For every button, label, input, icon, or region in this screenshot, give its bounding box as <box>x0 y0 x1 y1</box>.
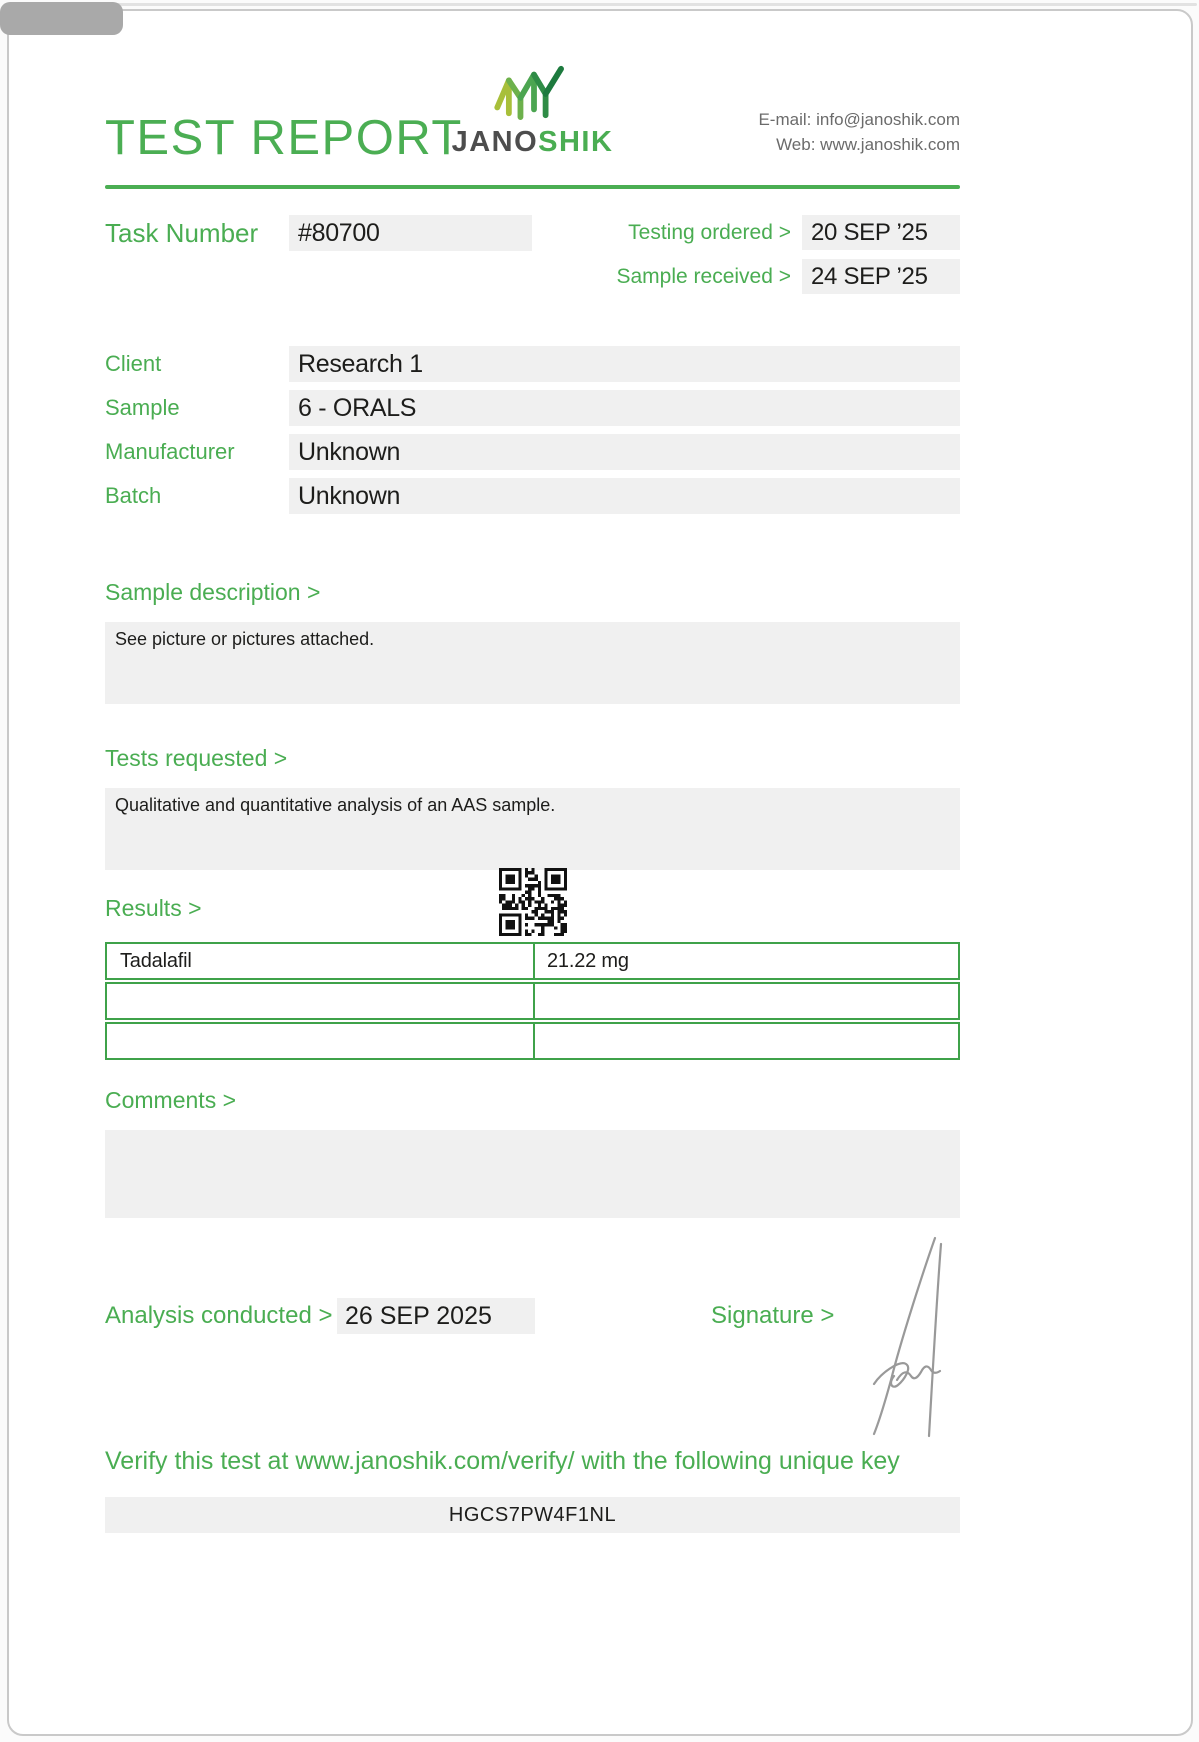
dates-block <box>602 215 960 294</box>
page-top-edge <box>16 3 1197 6</box>
report-header <box>105 63 960 185</box>
sample-received-value: 24 SEP ’25 <box>802 259 960 294</box>
web-label: Web: <box>776 135 816 154</box>
logo-part-jano: JANO <box>451 126 539 158</box>
manufacturer-label: Manufacturer <box>105 439 235 464</box>
table-row <box>105 982 960 1020</box>
task-number-row <box>105 215 532 294</box>
email-label: E-mail: <box>758 110 812 129</box>
results-heading: Results > <box>105 895 202 921</box>
amount-cell <box>535 984 958 1018</box>
corner-tab <box>0 2 123 35</box>
sample-row <box>105 390 960 426</box>
sample-description-heading: Sample description > <box>105 579 321 605</box>
comments-box <box>105 1130 960 1218</box>
report-page <box>7 9 1193 1736</box>
results-table <box>105 942 960 1060</box>
email-line <box>758 107 960 132</box>
contact-block <box>758 107 960 157</box>
client-row <box>105 346 960 382</box>
batch-label: Batch <box>105 483 162 508</box>
task-number-value: #80700 <box>289 215 532 251</box>
page-title: TEST REPORT <box>105 111 463 165</box>
testing-ordered-row <box>602 215 960 250</box>
substance-cell <box>107 984 535 1018</box>
amount-cell <box>535 1024 958 1058</box>
tests-requested-heading: Tests requested > <box>105 745 288 771</box>
report-content <box>105 11 960 1533</box>
manufacturer-value: Unknown <box>289 434 960 470</box>
sample-received-label: Sample received > <box>616 264 791 288</box>
results-section <box>105 874 960 1060</box>
batch-row <box>105 478 960 514</box>
client-label: Client <box>105 351 162 376</box>
sample-label: Sample <box>105 395 180 420</box>
sample-description-box: See picture or pictures attached. <box>105 622 960 704</box>
batch-value: Unknown <box>289 478 960 514</box>
logo-wordmark <box>452 128 614 157</box>
janoshik-logo <box>452 63 614 157</box>
analysis-conducted-label: Analysis conducted > <box>105 1302 333 1329</box>
signature-image <box>847 1232 955 1442</box>
comments-heading: Comments > <box>105 1087 237 1113</box>
web-value: www.janoshik.com <box>820 135 960 154</box>
growth-chart-icon <box>491 108 575 125</box>
substance-cell <box>107 1024 535 1058</box>
substance-cell: Tadalafil <box>107 944 535 978</box>
logo-part-shik: SHIK <box>538 126 614 158</box>
email-value: info@janoshik.com <box>816 110 960 129</box>
verify-key: HGCS7PW4F1NL <box>105 1497 960 1533</box>
qr-code <box>499 868 567 936</box>
signature-label: Signature > <box>711 1302 835 1329</box>
client-value: Research 1 <box>289 346 960 382</box>
sample-received-row <box>602 259 960 294</box>
sample-value: 6 - ORALS <box>289 390 960 426</box>
manufacturer-row <box>105 434 960 470</box>
testing-ordered-label: Testing ordered > <box>628 220 791 244</box>
testing-ordered-value: 20 SEP ’25 <box>802 215 960 250</box>
task-number-label: Task Number <box>105 218 259 248</box>
amount-cell: 21.22 mg <box>547 950 629 972</box>
analysis-date-value: 26 SEP 2025 <box>337 1298 535 1334</box>
header-divider-rule <box>105 185 960 189</box>
web-line <box>758 132 960 157</box>
analysis-signature-row <box>105 1298 960 1334</box>
verify-text: Verify this test at www.janoshik.com/verify/ with the following unique key <box>105 1447 900 1475</box>
task-and-dates-row <box>105 215 960 294</box>
table-row <box>105 1022 960 1060</box>
tests-requested-box: Qualitative and quantitative analysis of an AAS sample. <box>105 788 960 870</box>
sample-info-block <box>105 346 960 514</box>
table-row <box>105 942 960 980</box>
